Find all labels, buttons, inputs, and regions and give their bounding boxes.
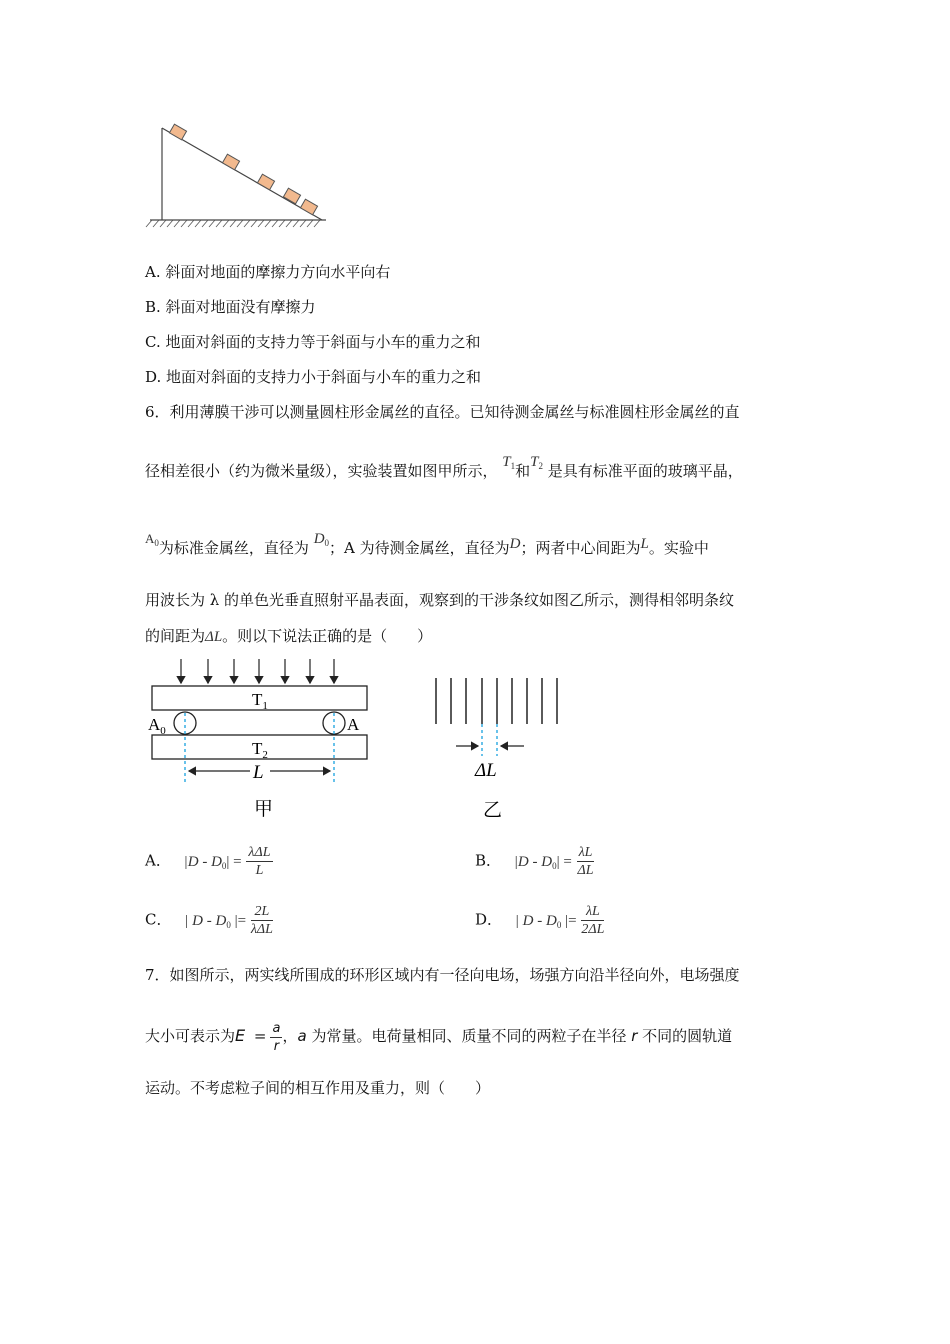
q6-line-3 [145, 531, 709, 564]
label-t2: $T_2$ [252, 739, 268, 761]
q6-option-d: D． | D - $D_0$ |= $\frac{\lambda L}{2\Delta L}$ [475, 904, 605, 937]
q6-option-c: C． | D - $D_0$ |= $\frac{2L}{\text{λΔL}}$ [145, 904, 273, 937]
ground-hatching [146, 220, 320, 227]
symbol-d: D [509, 536, 521, 552]
q5-option-d: D. 地面对斜面的支持力小于斜面与小车的重力之和 [145, 368, 482, 386]
q6-option-a: A． $|D - D_0|$ = $\frac{\text{λΔL}}{L}$ [145, 845, 271, 878]
cart-5 [300, 199, 317, 215]
q6-option-b: B． $|D - D_0|$ = $\frac{\lambda L}{\Delta L}$ [475, 845, 594, 878]
q5-option-a: A. 斜面对地面的摩擦力方向水平向右 [145, 263, 391, 281]
q6-line-2-text-a: 径相差很小（约为微米量级），实验装置如图甲所示， [145, 462, 498, 480]
cart-2 [222, 154, 239, 170]
symbol-e: E [235, 1026, 246, 1045]
q5-option-b: B. 斜面对地面没有摩擦力 [145, 298, 316, 316]
incline-body [150, 128, 326, 220]
label-l: L [253, 762, 264, 783]
symbol-t2: $T_2$ [530, 454, 543, 471]
q7-line-3: 运动。不考虑粒子间的相互作用及重力，则（ ） [145, 1079, 491, 1097]
q7-line-2: 大小可表示为E = $\frac{a}{r}$ ，a 为常量。电荷量相同、质量不同的两粒子在半径 r 不同的圆轨道 [145, 1020, 733, 1054]
symbol-delta-l: ΔL [205, 629, 223, 645]
figure-jia [140, 655, 380, 825]
label-delta-l: ΔL [475, 760, 497, 781]
label-a0: $A_0$ [148, 715, 166, 737]
q5-option-c: C. 地面对斜面的支持力等于斜面与小车的重力之和 [145, 333, 481, 351]
q6-line-3-text-b: ；A 为待测金属丝，直径为 [329, 539, 510, 557]
symbol-d0: $D_0$ [313, 531, 330, 548]
incline-figure [140, 118, 335, 233]
q6-line-3-text-c: ；两者中心间距为 [520, 539, 641, 557]
q6-line-4: 用波长为 λ 的单色光垂直照射平晶表面，观察到的干涉条纹如图乙所示，测得相邻明条纹 [145, 591, 735, 609]
caption-yi: 乙 [483, 800, 503, 821]
q6-line-5-text-b: 。则以下说法正确的是（ ） [222, 627, 433, 645]
q6-he: 和 [515, 462, 531, 480]
symbol-t1: $T_1$ [502, 454, 516, 471]
q7-fraction: $\frac{a}{r}$ [272, 1020, 281, 1054]
label-t1: $T_1$ [252, 690, 268, 712]
q6-line-2-text-b: 是具有标准平面的玻璃平晶， [547, 462, 743, 480]
q6-line-2 [145, 454, 743, 487]
fringe-spacing-lines [482, 724, 497, 756]
symbol-a0: $A_0$ [145, 531, 159, 548]
cart-4 [283, 188, 300, 204]
q6-line-5 [145, 625, 432, 648]
symbol-l: L [640, 536, 649, 552]
caption-jia: 甲 [254, 799, 274, 820]
q6-line-3-text-d: 。实验中 [648, 539, 709, 557]
light-arrows [181, 659, 334, 683]
label-a: A [347, 715, 360, 734]
q7-line-1: 7．如图所示，两实线所围成的环形区域内有一径向电场，场强方向沿半径向外，电场强度 [145, 966, 740, 984]
cart-positions [169, 124, 317, 215]
q6-line-5-text-a: 的间距为 [145, 627, 206, 645]
cart-1 [169, 124, 186, 140]
fringes [436, 678, 557, 724]
q6-line-1: 6．利用薄膜干涉可以测量圆柱形金属丝的直径。已知待测金属丝与标准圆柱形金属丝的直 [145, 403, 740, 421]
q6-line-3-text-a: 为标准金属丝，直径为 [158, 539, 309, 557]
figure-yi [420, 670, 580, 830]
cart-3 [257, 174, 274, 190]
